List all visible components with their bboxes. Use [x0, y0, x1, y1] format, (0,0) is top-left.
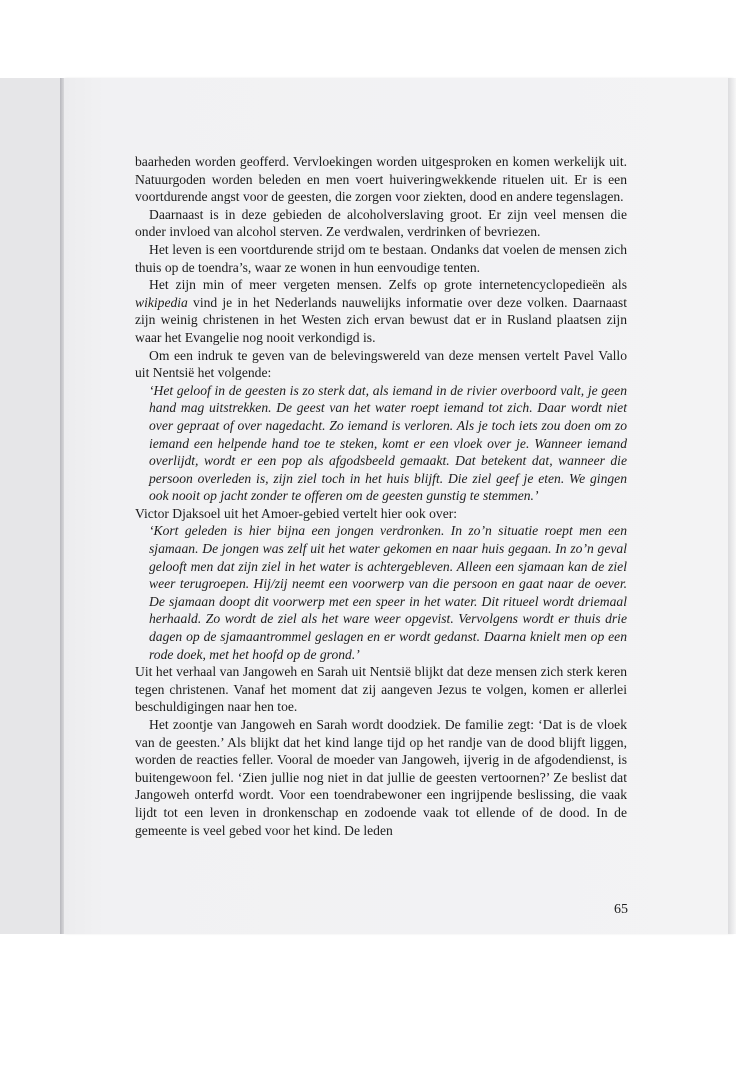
body-text	[135, 153, 627, 839]
paragraph-sick-son: Het zoontje van Jangoweh en Sarah wordt doodziek. De familie zegt: ‘Dat is de vloek van de geesten.’ Als blijkt dat het kind lange tijd op het randje van de dood blijft liggen, worden de reacties feller. Vooral de moeder van Jangoweh, ijverig in de afgodendienst, is buitengewoon fel. ‘Zien jullie nog niet in dat jullie de geesten vertoornen?’ Ze beslist dat Jangoweh onterfd wordt. Voor een toendrabewoner een ingrijpende beslissing, die vaak lijdt tot een leven in dronkenschap en zodoende vaak tot ellende of de dood. In de gemeente is veel gebed voor het kind. De leden	[135, 717, 627, 838]
page-right-edge	[728, 78, 736, 934]
paragraph-intro-victor: Victor Djaksoel uit het Amoer-gebied vertelt hier ook over:	[135, 505, 458, 521]
paragraph-jangoweh-sarah: Uit het verhaal van Jangoweh en Sarah uit Nentsië blijkt dat deze mensen zich sterk keren tegen christenen. Vanaf het moment dat zij aangeven Jezus te volgen, komen er allerlei beschuldigingen naar hen toe.	[135, 664, 627, 715]
paragraph-intro-pavel: Om een indruk te geven van de belevingswereld van deze mensen vertelt Pavel Vallo uit Nentsië het volgende:	[135, 347, 627, 381]
quote-victor-djaksoel: ‘Kort geleden is hier bijna een jongen verdronken. In zo’n situatie roept men een sjamaan. De jongen was zelf uit het water gekomen en naar huis gegaan. In zo’n geval gelooft men dat zijn ziel in het water is achtergebleven. Alleen een sjamaan kan de ziel weer terugroepen. Hij/zij neemt een voorwerp van die persoon en gaat naar de oever. De sjamaan doopt dit voorwerp met een speer in het water. Dit ritueel wordt driemaal herhaald. Zo wordt de ziel als het ware weer opgevist. Vervolgens wordt er thuis drie dagen op de sjamaantrommel geslagen en er wordt gedanst. Daarna knielt men op een rode doek, met het hoofd op de grond.’	[149, 523, 627, 662]
paragraph-alcohol: Daarnaast is in deze gebieden de alcoholverslaving groot. Er zijn veel mensen die onder invloed van alcohol sterven. Ze verdwalen, verdrinken of bevriezen.	[135, 206, 627, 240]
wikipedia-term: wikipedia	[135, 294, 188, 310]
paragraph-offerings: baarheden worden geofferd. Vervloekingen worden uitgesproken en komen werkelijk uit. Natuurgoden worden beleden en men voert huiveringwekkende rituelen uit. Er is een voortdurende angst voor de geesten, die zorgen voor ziekten, dood en andere tegenslagen.	[135, 154, 627, 205]
wiki-text-before: Het zijn min of meer vergeten mensen. Zelfs op grote internetencyclopedieën als	[149, 277, 627, 293]
page-number: 65	[614, 902, 628, 917]
quote-pavel-vallo: ‘Het geloof in de geesten is zo sterk dat, als iemand in de rivier overboord valt, je geen hand mag uitstrekken. De geest van het water roept iemand tot zich. Daar wordt niet over gepraat of over nagedacht. Zo iemand is verloren. Als je toch iets zou doen om zo iemand een helpende hand toe te steken, komt er een vloek over je. Wanneer iemand overlijdt, wordt er een pop als afgodsbeeld gemaakt. Dat betekent dat, wanneer die persoon overleden is, zijn ziel toch in het huis blijft. Die ziel geef je eten. We gingen ook nooit op jacht zonder te offeren om de geesten gunstig te stemmen.’	[149, 382, 627, 504]
paragraph-struggle: Het leven is een voortdurende strijd om te bestaan. Ondanks dat voelen de mensen zich thuis op de toendra’s, waar ze wonen in hun eenvoudige tenten.	[135, 241, 627, 275]
wiki-text-after: vind je in het Nederlands nauwelijks informatie over deze volken. Daarnaast zijn weinig christenen in het Westen zich ervan bewust dat er in Rusland plaatsen zijn waar het Evangelie nog nooit verkondigd is.	[135, 294, 627, 345]
paragraph-forgotten	[135, 276, 627, 346]
